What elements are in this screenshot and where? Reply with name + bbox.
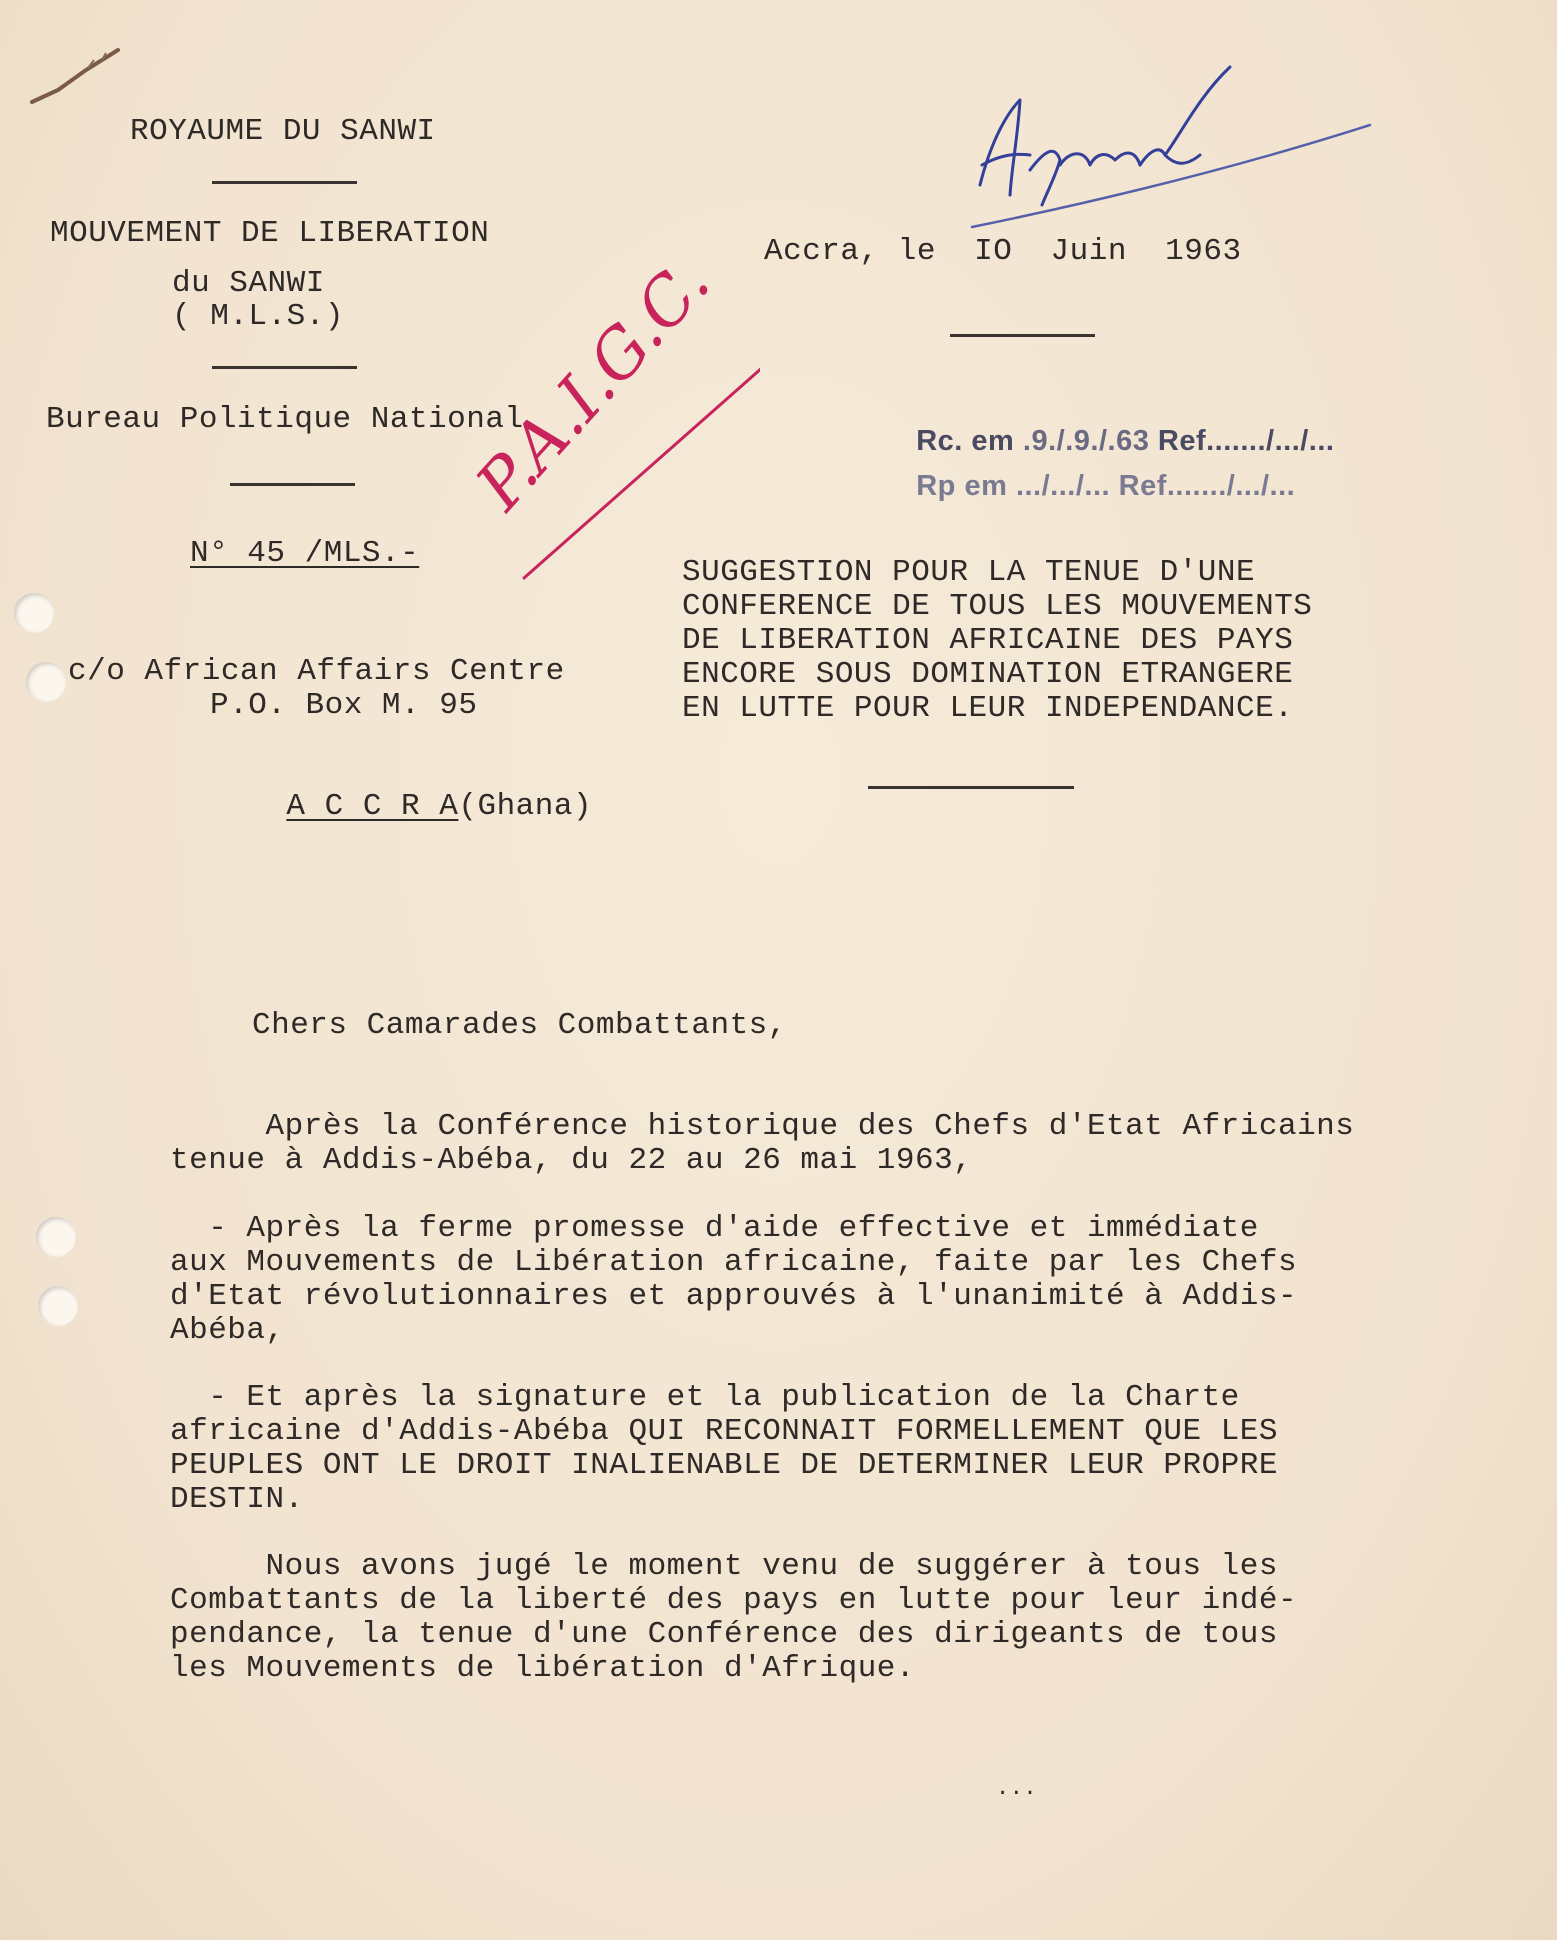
reference-number: N° 45 /MLS.- (190, 536, 420, 571)
salutation: Chers Camarades Combattants, (252, 1008, 787, 1043)
movement-name-line2: du SANWI (172, 266, 325, 301)
punch-hole (36, 1217, 76, 1257)
continuation-marker: ... (996, 1776, 1038, 1801)
paragraph-1: Après la Conférence historique des Chefs d'Etat Africains tenue à Addis-Abéba, du 22 au 26 mai 1963, (170, 1109, 1355, 1178)
subject-block (682, 556, 1312, 726)
subject-line: SUGGESTION POUR LA TENUE D'UNE (682, 555, 1256, 590)
paragraph-3: - Et après la signature et la publication de la Charte africaine d'Addis-Abéba QUI RECONNAIT FORMELLEMENT QUE LES PEUPLES ONT LE DROIT INALIENABLE DE DETERMINER LEUR PROPRE DESTIN. (170, 1380, 1278, 1517)
stamp-ref: Ref......./.../... (1118, 470, 1296, 502)
divider (212, 181, 357, 184)
divider (212, 366, 357, 369)
bureau-name: Bureau Politique National (46, 402, 524, 437)
kingdom-name: ROYAUME DU SANWI (130, 114, 436, 149)
dateline: Accra, le IO Juin 1963 (764, 234, 1242, 269)
address-line-1: c/o African Affairs Centre (68, 654, 565, 689)
divider (230, 483, 355, 486)
paragraph-2: - Après la ferme promesse d'aide effective et immédiate aux Mouvements de Libération africaine, faite par les Chefs d'Etat révolutionnaires et approuvés à l'unanimité à Addis- Abéba, (170, 1211, 1298, 1348)
subject-line: EN LUTTE POUR LEUR INDEPENDANCE. (682, 691, 1294, 726)
divider (868, 786, 1074, 789)
receipt-stamp-line-2 (882, 437, 1295, 536)
signature (960, 55, 1380, 245)
stamp-received-date: .9./.9./.63 (1022, 425, 1150, 457)
stamp-ref: Ref......./.../... (1157, 425, 1335, 457)
stamp-label-reply: Rp em (916, 470, 1008, 502)
city-name: A C C R A (286, 789, 459, 824)
subject-line: CONFERENCE DE TOUS LES MOUVEMENTS (682, 589, 1313, 624)
annotation-text: P.A.I.G.C. (461, 243, 725, 525)
country-name: (Ghana) (458, 789, 593, 824)
address-line-2: P.O. Box M. 95 (210, 688, 478, 723)
punch-hole (14, 593, 54, 633)
stamp-reply-date: .../.../... (1015, 470, 1111, 502)
paragraph-4: Nous avons jugé le moment venu de suggérer à tous les Combattants de la liberté des pays en lutte pour leur indé- pendance, la tenue d'une Conférence des dirigeants de tous les Mouvements de libération d'Afrique. (170, 1549, 1298, 1686)
subject-line: DE LIBERATION AFRICAINE DES PAYS (682, 623, 1294, 658)
movement-abbreviation: ( M.L.S.) (172, 299, 344, 334)
movement-name: MOUVEMENT DE LIBERATION (50, 216, 490, 251)
punch-hole (38, 1286, 78, 1326)
address-city (210, 756, 592, 858)
staple-mark (28, 40, 128, 110)
divider (950, 334, 1095, 337)
subject-line: ENCORE SOUS DOMINATION ETRANGERE (682, 657, 1294, 692)
punch-hole (26, 662, 66, 702)
stamp-label-received: Rc. em (916, 425, 1015, 457)
